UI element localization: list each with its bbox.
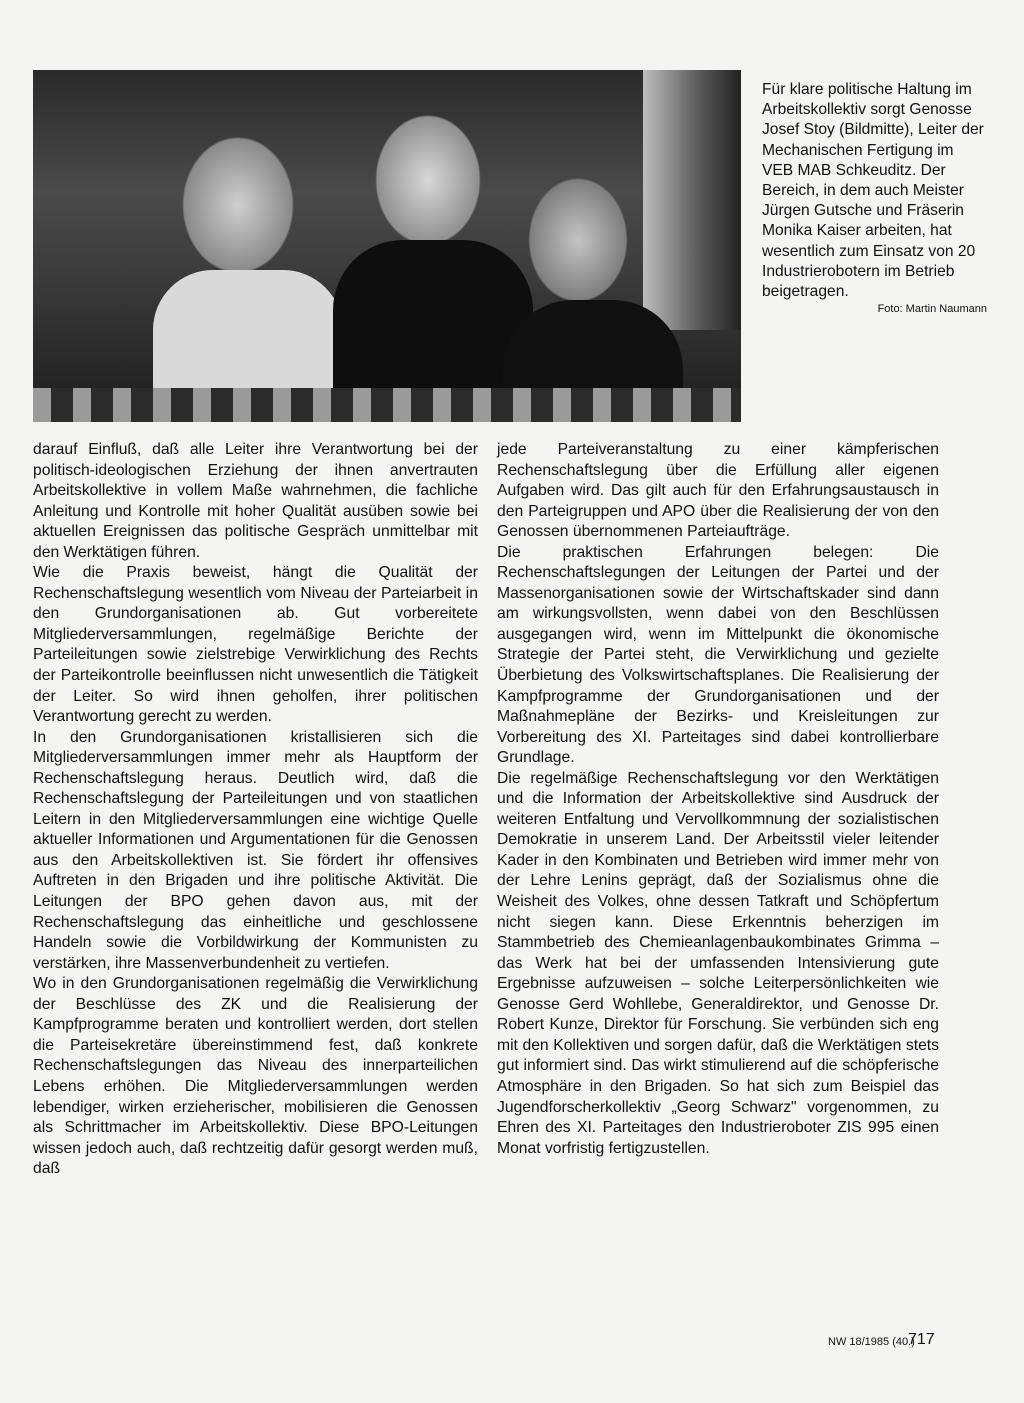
- left-column: [33, 440, 478, 1180]
- article-photo: [33, 70, 741, 422]
- paragraph: jede Parteiveranstaltung zu einer kämpferischen Rechenschaftslegung über die Erfüllung aller eigenen Aufgaben wird. Das gilt auch für den Erfahrungsaustausch in den Parteigruppen und APO über die Realisierung der von den Genossen übernommenen Parteiaufträge.: [497, 441, 939, 541]
- paragraph: Die regelmäßige Rechenschaftslegung vor den Werktätigen und die Information der Arbeitskollektive sind Ausdruck der weiteren Entfaltung und Vervollkommnung der sozialistischen Demokratie in unserem Land. Der Arbeitsstil vieler leitender Kader in den Kombinaten und Betrieben wird immer mehr von der Lehre Lenins geprägt, daß der Sozialismus ohne die Weisheit des Volkes, ohne dessen Tatkraft und Schöpfertum nicht siegen kann. Diese Erkenntnis beherzigen im Stammbetrieb des Chemieanlagenbaukombinates Grimma – das Werk hat bei der umfassenden Intensivierung gute Ergebnisse aufzuweisen – solche Leiterpersönlichkeiten wie Genosse Gerd Wohllebe, Generaldirektor, und Genosse Dr. Robert Kunze, Direktor für Forschung. Sie verbünden sich eng mit den Kollektiven und sorgen dafür, daß die Werktätigen stets gut informiert sind. Das wirkt stimulierend auf die schöpferische Atmosphäre in den Brigaden. So hat sich zum Beispiel das Jugendforscherkollektiv „Georg Schwarz" vorgenommen, zu Ehren des XI. Parteitages den Industrieroboter ZIS 995 einen Monat vorfristig fertigzustellen.: [497, 769, 939, 1157]
- page-number: 717: [908, 1331, 935, 1348]
- issue-reference: NW 18/1985 (40.): [828, 1336, 915, 1348]
- machine-background: [643, 70, 741, 330]
- caption-text: Für klare politische Haltung im Arbeitskollektiv sorgt Genosse Josef Stoy (Bildmitte), Leiter der Mechanischen Fertigung im VEB MAB Schkeuditz. Der Bereich, in dem auch Meister Jürgen Gutsche und Fräserin Monika Kaiser arbeiten, hat wesentlich zum Einsatz von 20 Industrierobotern im Betrieb beigetragen.: [762, 81, 984, 301]
- photo-credit: Foto: Martin Naumann: [877, 303, 987, 316]
- machine-foreground: [33, 388, 741, 422]
- paragraph: Die praktischen Erfahrungen belegen: Die Rechenschaftslegungen der Leitungen der Partei und der Massenorganisationen sowie der Wirtschaftskader sind dann am wirkungsvollsten, wenn dabei von den Beschlüssen ausgegangen wird, wenn im Mittelpunkt die ökonomische Strategie der Partei steht, die Verwirklichung und gezielte Überbietung des Volkswirtschaftsplanes. Die Realisierung der Kampfprogramme der Grundorganisationen und der Maßnahmepläne der Bezirks- und Kreisleitungen zur Vorbereitung des XI. Parteitages sind dabei kontrollierbare Grundlage.: [497, 543, 939, 767]
- paragraph: In den Grundorganisationen kristallisieren sich die Mitgliederversammlungen immer mehr als Hauptform der Rechenschaftslegung heraus. Deutlich wird, daß die Rechenschaftslegung der Parteileitungen und von staatlichen Leitern in den Mitgliederversammlungen eine wichtige Quelle aktueller Informationen und Argumentationen für die Genossen aus den Arbeitskollektiven ist. Sie fördert ihr offensives Auftreten in den Brigaden und ihre politische Aktivität. Die Leitungen der BPO gehen davon aus, mit der Rechenschaftslegung das einheitliche und geschlossene Handeln sowie die Vorbildwirkung der Kommunisten zu verstärken, ihre Massenverbundenheit zu vertiefen.: [33, 728, 478, 972]
- right-column: [497, 440, 939, 1159]
- paragraph: Wo in den Grundorganisationen regelmäßig die Verwirklichung der Beschlüsse des ZK und die Realisierung der Kampfprogramme beraten und kontrolliert werden, dort stellen die Parteisekretäre übereinstimmend fest, daß konkrete Rechenschaftslegungen das Niveau des innerparteilichen Lebens erhöhen. Die Mitgliederversammlungen werden lebendiger, wirken erzieherischer, mobilisieren die Genossen als Schrittmacher im Arbeitskollektiv. Diese BPO-Leitungen wissen jedoch auch, daß rechtzeitig dafür gesorgt werden muß, daß: [33, 975, 478, 1178]
- paragraph: Wie die Praxis beweist, hängt die Qualität der Rechenschaftslegung wesentlich vom Niveau der Parteiarbeit in den Grundorganisationen ab. Gut vorbereitete Mitgliederversammlungen, regelmäßige Berichte der Parteileitungen sowie zielstrebige Verwirklichung des Rechts der Parteikontrolle beeinflussen nicht unwesentlich die Tätigkeit der Leiter. So wird ihnen geholfen, ihrer politischen Verantwortung gerecht zu werden.: [33, 564, 478, 726]
- paragraph: darauf Einfluß, daß alle Leiter ihre Verantwortung bei der politisch-ideologischen Erziehung der ihnen anvertrauten Arbeitskollektive in vollem Maße wahrnehmen, die fachliche Anleitung und Kontrolle mit hoher Qualität ausüben sowie bei aktuellen Ereignissen das politische Gespräch unmittelbar mit den Werktätigen führen.: [33, 441, 478, 561]
- photo-caption: [762, 80, 987, 316]
